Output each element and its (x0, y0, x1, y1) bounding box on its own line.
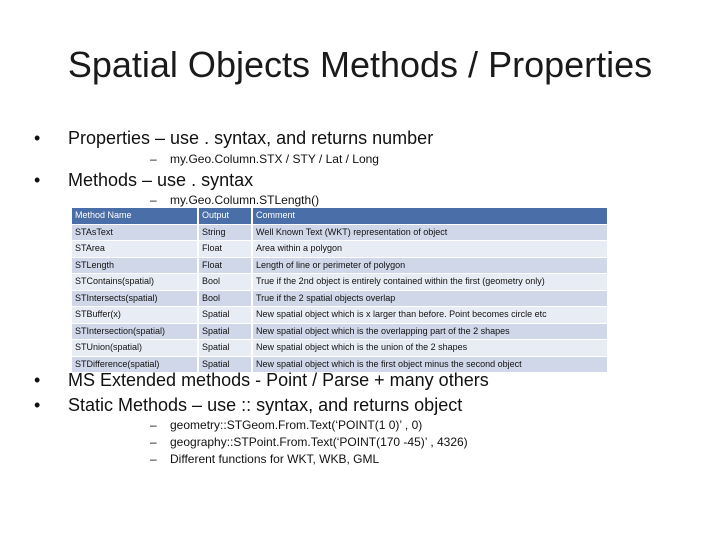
slide-title: Spatial Objects Methods / Properties (67, 44, 653, 85)
cell-output: Bool (198, 274, 252, 291)
table-row (72, 340, 608, 357)
cell-method: STUnion(spatial) (72, 340, 198, 357)
bullet-text: MS Extended methods - Point / Parse + many others (68, 370, 489, 390)
cell-method: STDifference(spatial) (72, 356, 198, 372)
table-row (72, 307, 608, 324)
bullet-dot: • (34, 170, 41, 190)
cell-output: Spatial (198, 356, 252, 372)
bullet-static-methods (34, 395, 462, 416)
cell-method: STIntersects(spatial) (72, 290, 198, 307)
sub-dash: – (150, 152, 157, 166)
sub-text: my.Geo.Column.STX / STY / Lat / Long (170, 152, 379, 166)
table-row (72, 323, 608, 340)
sub-text: geometry::STGeom.From.Text(‘POINT(1 0)’ , 0) (170, 418, 423, 432)
sub-bullet-properties (150, 152, 379, 166)
sub-bullet-geography (150, 435, 468, 449)
table-header-row (72, 208, 608, 224)
bullet-text: Methods – use . syntax (68, 170, 254, 190)
bullet-text: Static Methods – use :: syntax, and returns object (68, 395, 463, 415)
sub-text: geography::STPoint.From.Text(‘POINT(170 -45)’ , 4326) (170, 435, 468, 449)
bullet-ms-extended (34, 370, 489, 391)
sub-dash: – (150, 193, 157, 207)
methods-table (72, 208, 609, 372)
bullet-dot: • (34, 128, 41, 148)
cell-method: STLength (72, 257, 198, 274)
cell-comment: New spatial object which is the union of the 2 shapes (252, 340, 608, 357)
bullet-methods (34, 170, 253, 191)
header-output: Output (198, 208, 252, 224)
cell-method: STIntersection(spatial) (72, 323, 198, 340)
cell-comment: Well Known Text (WKT) representation of object (252, 224, 608, 241)
cell-output: Spatial (198, 340, 252, 357)
header-method-name: Method Name (72, 208, 198, 224)
cell-method: STArea (72, 241, 198, 258)
cell-comment: Area within a polygon (252, 241, 608, 258)
bullet-properties (34, 128, 433, 149)
table-row (72, 224, 608, 241)
table-row (72, 241, 608, 258)
cell-output: Spatial (198, 307, 252, 324)
sub-dash: – (150, 418, 157, 432)
cell-output: String (198, 224, 252, 241)
cell-method: STContains(spatial) (72, 274, 198, 291)
sub-bullet-geometry (150, 418, 422, 432)
sub-dash: – (150, 452, 157, 466)
cell-method: STAsText (72, 224, 198, 241)
table-row (72, 257, 608, 274)
cell-comment: New spatial object which is x larger than before. Point becomes circle etc (252, 307, 608, 324)
cell-output: Bool (198, 290, 252, 307)
cell-comment: True if the 2nd object is entirely contained within the first (geometry only) (252, 274, 608, 291)
cell-method: STBuffer(x) (72, 307, 198, 324)
sub-dash: – (150, 435, 157, 449)
sub-bullet-formats (150, 452, 379, 466)
cell-comment: True if the 2 spatial objects overlap (252, 290, 608, 307)
bullet-dot: • (34, 395, 41, 415)
header-comment: Comment (252, 208, 608, 224)
sub-text: my.Geo.Column.STLength() (170, 193, 320, 207)
bullet-text: Properties – use . syntax, and returns number (68, 128, 434, 148)
sub-bullet-methods (150, 193, 319, 207)
cell-output: Float (198, 241, 252, 258)
cell-output: Spatial (198, 323, 252, 340)
table-row (72, 274, 608, 291)
cell-comment: New spatial object which is the first object minus the second object (252, 356, 608, 372)
cell-comment: Length of line or perimeter of polygon (252, 257, 608, 274)
bullet-dot: • (34, 370, 41, 390)
table-row (72, 290, 608, 307)
cell-output: Float (198, 257, 252, 274)
sub-text: Different functions for WKT, WKB, GML (170, 452, 380, 466)
cell-comment: New spatial object which is the overlapping part of the 2 shapes (252, 323, 608, 340)
